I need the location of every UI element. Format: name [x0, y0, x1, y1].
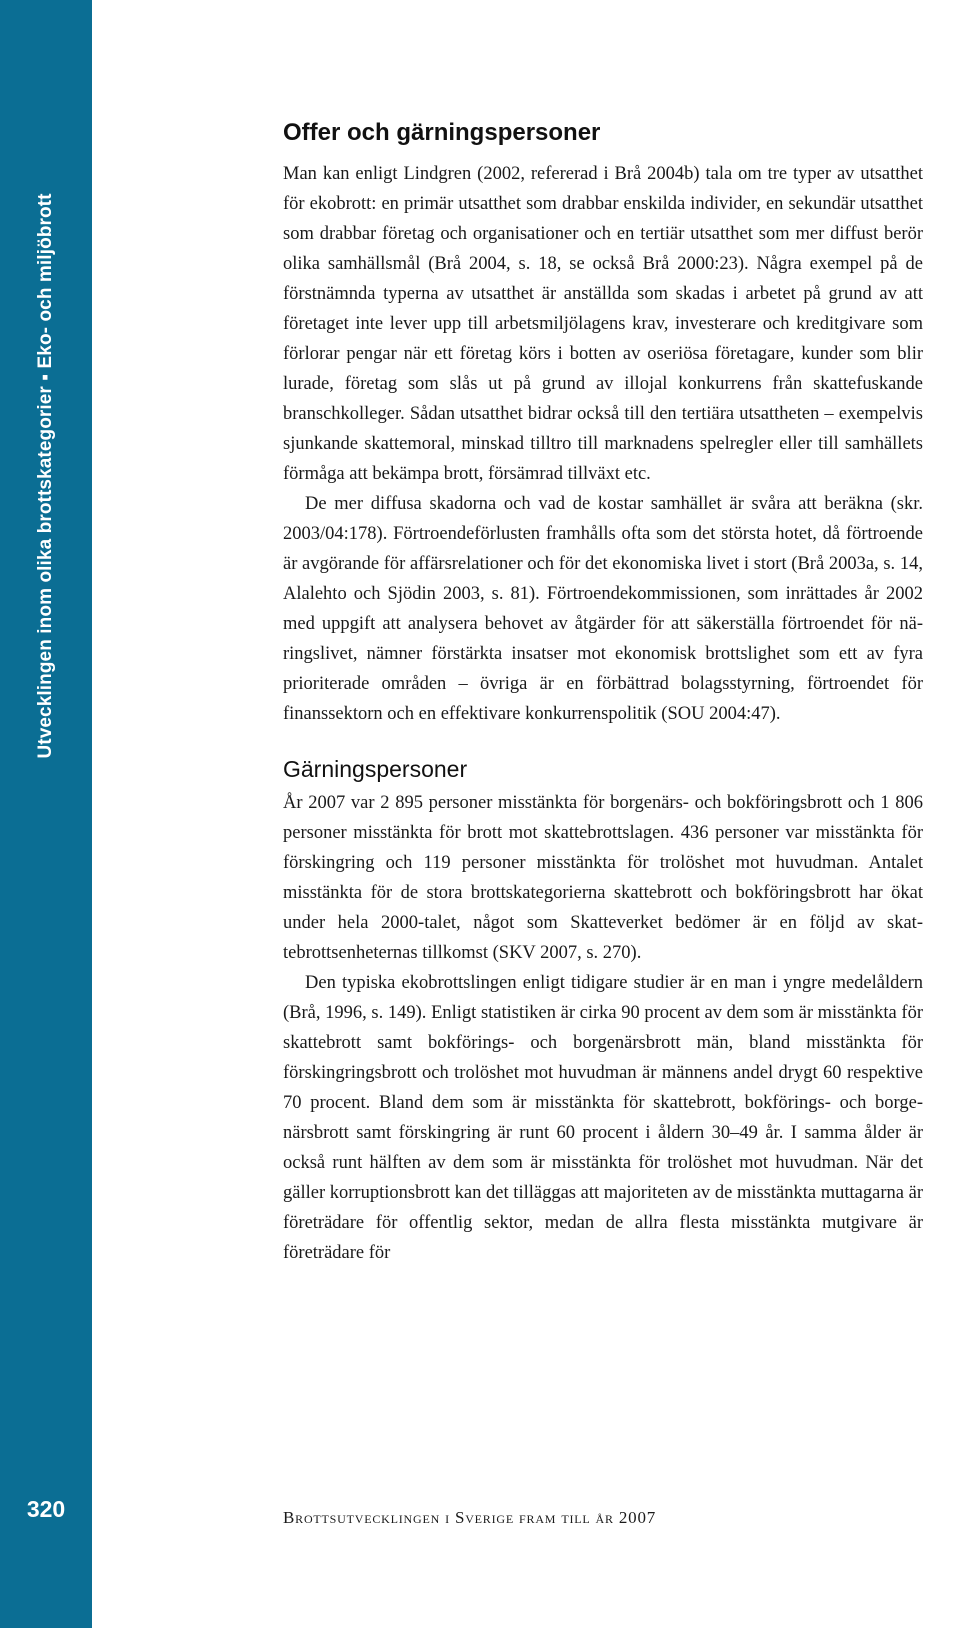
- page-number: 320: [26, 1496, 66, 1522]
- body-paragraph: År 2007 var 2 895 personer misstänkta för borgenärs- och bokföringsbrott och 1 806 personer misstänkta för brott mot skattebrottslagen. 436 personer var misstänkta för förskingring och 119 personer misstänkta för trolöshet mot huvudman. Antalet misstänkta för de stora brottskategorierna skattebrott och bokföringsbrott har ökat under hela 2000-talet, något som Skatteverket bedömer är en följd av skattebrottsenheternas tillkomst (SKV 2007, s. 270).: [283, 793, 923, 963]
- sidebar-chapter-title: Utvecklingen inom olika brottskategorier ▪ Eko- och miljöbrott: [35, 193, 56, 759]
- subsection-heading: Gärningspersoner: [283, 756, 468, 782]
- body-paragraph: De mer diffusa skadorna och vad de kostar samhället är svåra att beräkna (skr. 2003/04:178). Förtroendeförlusten framhålls ofta som det största hotet, då förtroende är avgörande för affärsrelationer och för det ekonomiska livet i stort (Brå 2003a, s. 14, Alalehto och Sjödin 2003, s. 81). Förtroendekommissionen, som inrättades år 2002 med uppgift att analysera behovet av åtgärder för att säkerställa förtroendet för näringslivet, nämner förstärkta insatser mot ekonomisk brottslighet som ett av fyra prioriterade områden – övriga är en förbättrad bolagsstyrning, förtroendet för finanssektorn och en effektivare konkurrenspolitik (SOU 2004:47).: [283, 494, 923, 724]
- section-heading: Offer och gärningspersoner: [283, 119, 601, 146]
- body-paragraph: Man kan enligt Lindgren (2002, refererad i Brå 2004b) tala om tre typer av utsatthet för ekobrott: en primär utsatthet som drabbar enskilda individer, en sekundär utsatthet som drabbar företag och organisationer och en tertiär utsatthet som mer diffust berör olika samhällsmål (Brå 2004, s. 18, se också Brå 2000:23). Några exempel på de förstnämnda typerna av utsatthet är anställda som skadas i arbetet på grund av att företaget inte lever upp till arbetsmiljölagens krav, investerare och kreditgivare som förlorar pengar när ett företag körs i botten av oseriösa företagare, kunder som blir lurade, företag som slås ut på grund av illojal konkurrens från skattefuskande branschkolleger. Sådan utsatthet bidrar också till den tertiära utsattheten – exempelvis sjunkande skattemoral, minskad tilltro till marknadens spelregler eller till samhällets förmåga att bekämpa brott, försämrad tillväxt etc.: [283, 164, 923, 484]
- body-paragraph: Den typiska ekobrottslingen enligt tidigare studier är en man i yngre medelåldern (Brå, 1996, s. 149). Enligt statistiken är cirka 90 procent av dem som är misstänkta för skattebrott samt bokförings- och borgenärsbrott män, bland misstänkta för förskingringsbrott och trolöshet mot huvudman är männens andel drygt 60 respektive 70 procent. Bland dem som är misstänkta för skattebrott, bokförings- och borgenärsbrott samt förskingring är runt 60 procent i åldern 30–49 år. I samma ålder är också runt hälften av dem som är misstänkta för trolöshet mot huvudman. När det gäller korruptionsbrott kan det tilläggas att majoriteten av de misstänkta muttagarna är företrädare för offentlig sektor, medan de allra flesta misstänkta mutgivare är företrädare för: [283, 973, 923, 1263]
- main-content: [283, 118, 923, 1268]
- running-footer: Brottsutvecklingen i Sverige fram till år 2007: [283, 1508, 657, 1527]
